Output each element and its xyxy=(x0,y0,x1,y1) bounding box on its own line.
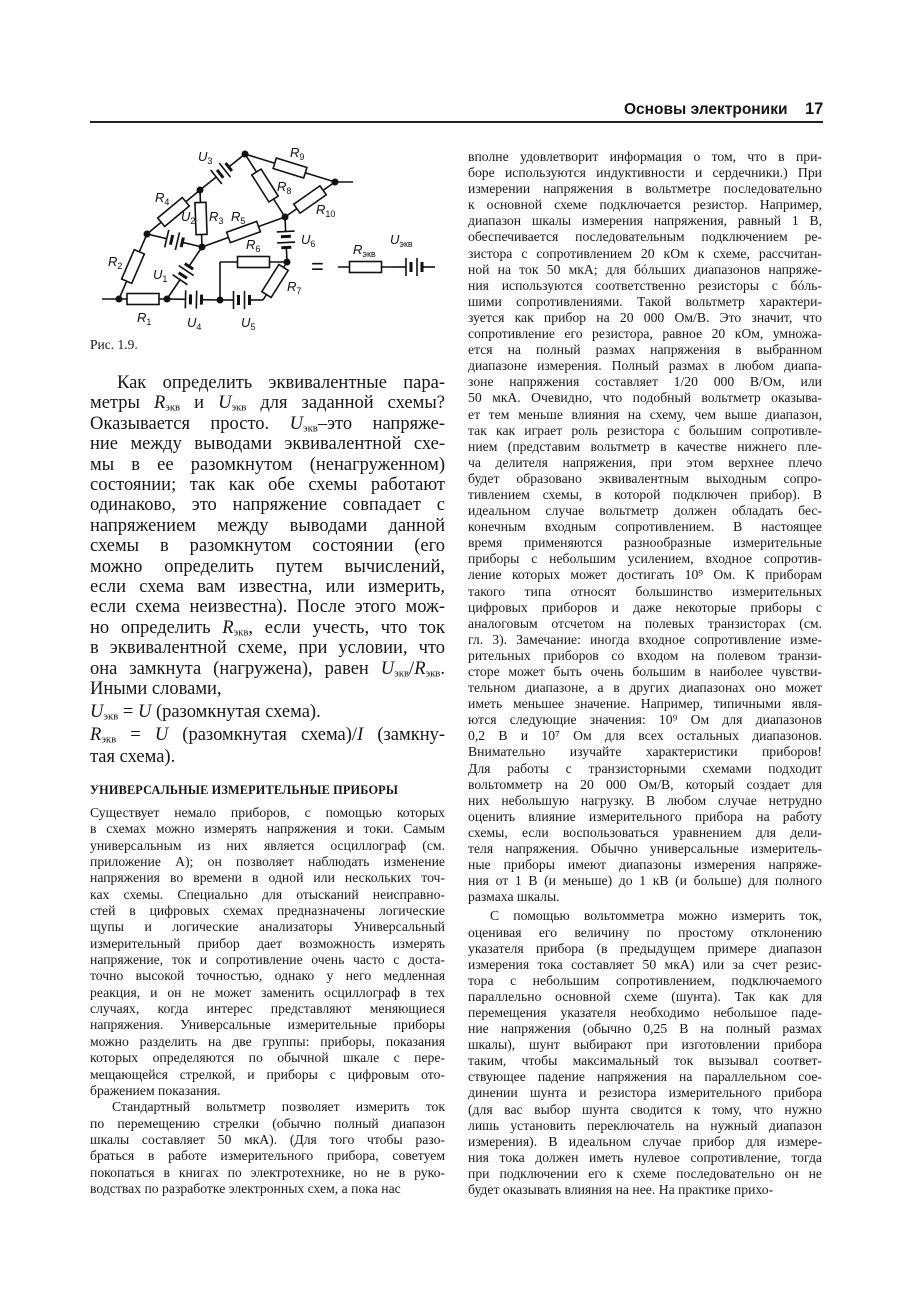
label-U6: $U_6$ xyxy=(301,232,316,249)
text-line: Внимательно изучайте характеристики приборов! xyxy=(468,744,822,760)
text-line: лишь установить переключатель на нужный диапазон xyxy=(468,1117,822,1133)
text-line: указателя прибора (в предыдущем примере диапазон xyxy=(468,940,822,956)
text-line: тая схема). xyxy=(90,747,176,767)
battery-plate xyxy=(175,232,179,250)
text-line: одинаково, это напряжение совпадает с xyxy=(90,495,445,516)
text-line: можно разделить на две группы: приборы, показания xyxy=(90,1033,445,1049)
text-line: измерении напряжения в вольтметре последовательно xyxy=(468,181,822,197)
text-line: напряжение, ток и сопротивление очень часто с доста- xyxy=(90,952,445,968)
junction-node xyxy=(284,259,291,266)
text-line: ния тока должен иметь нулевое сопротивление, тогда xyxy=(468,1149,822,1165)
variable-subscript: экв xyxy=(394,667,410,680)
text-line: тора с небольшим сопротивлением, подключаемого xyxy=(468,972,822,988)
text-line: реакция, и он не может заменить осциллограф в тех xyxy=(90,984,445,1000)
text-line: вполне удовлетворит информация о том, что в при- xyxy=(468,149,822,164)
text-line: ет тем меньше влияния на схему, чем выше диапазон, xyxy=(468,406,822,422)
text-line: Оказывается просто. $U_{экв}$–это напряже- xyxy=(90,413,446,435)
junction-node xyxy=(242,151,249,158)
text-line: шими сопротивлениями. Такой вольтметр характери- xyxy=(468,293,822,309)
battery-plate xyxy=(277,231,295,232)
paragraph xyxy=(90,724,445,769)
battery-plate xyxy=(181,237,183,247)
variable-symbol: R xyxy=(414,658,426,679)
text-line: к основной схеме подключается резистор. Например, xyxy=(468,197,822,213)
text-line: мещающейся стрелкой, и приборы с цифровым ото- xyxy=(90,1066,445,1082)
text-line: рительных приборов со входом на полевом транзи- xyxy=(468,647,822,663)
text-line: в эквивалентной схеме, при условии, что xyxy=(90,638,445,659)
junction-node xyxy=(144,231,151,238)
variable-symbol: U xyxy=(137,702,152,722)
text-line: оценивая его величину по простому отклонению xyxy=(468,924,822,940)
label-U5: $U_5$ xyxy=(241,315,256,332)
text-line: 0,2 В и 10⁷ Ом для всех остальных диапазонов. xyxy=(468,728,822,744)
text-line: диапазон шкалы измерения напряжения, равный 1 В, xyxy=(468,213,822,229)
text-line: состоянии; так как обе схемы работают xyxy=(90,475,445,496)
text-line: Стандартный вольтметр позволяет измерить ток xyxy=(112,1099,445,1115)
text-line: сопротивление его резистора, равное 20 кОм, умножа- xyxy=(468,326,822,342)
text-line: Для работы с транзисторными схемами подходит xyxy=(468,760,822,776)
text-line: приложение А); он позволяет наблюдать изменение xyxy=(90,854,445,870)
label-U1: $U_1$ xyxy=(153,267,168,284)
equals-sign: = xyxy=(311,254,324,279)
battery-plate xyxy=(217,170,223,178)
text-line: ние напряжения (обычно 0,25 В на полный размах xyxy=(468,1021,822,1037)
variable-subscript: экв xyxy=(233,626,249,639)
text-line: которых определяются по обычной шкале с пере- xyxy=(90,1050,445,1066)
page-number: 17 xyxy=(805,100,824,118)
text-line: водствах по разработке электронных схем, а пока нас xyxy=(90,1180,401,1196)
text-line: случаях, когда интерес представляют меняющиеся xyxy=(90,1001,445,1017)
junction-node xyxy=(282,214,289,221)
text-line: цифровых приборов и даже некоторые приборы с xyxy=(468,599,822,615)
label-R6: $R_6$ xyxy=(246,237,261,254)
text-line: приборы с небольшим усилением, входное сопротив- xyxy=(468,551,822,567)
section-heading: УНИВЕРСАЛЬНЫЕ ИЗМЕРИТЕЛЬНЫЕ ПРИБОРЫ xyxy=(90,783,399,797)
paragraph xyxy=(90,1099,445,1197)
text-line: мы в ее разомкнутом (ненагруженном) xyxy=(90,454,445,475)
label-U3: $U_3$ xyxy=(198,149,213,166)
text-line: зуется как прибор на 20 000 Ом/В. Это значит, что xyxy=(468,309,822,325)
resistor-symbol xyxy=(238,257,270,268)
text-line: будет оказывать влияния на нее. На практике прихо- xyxy=(468,1182,774,1197)
text-line: аналоговым отсчетом на полевых транзисторах (см. xyxy=(468,615,822,631)
variable-subscript: экв xyxy=(302,422,318,435)
text-line: шкалы), шунт выбирают при изготовлении прибора xyxy=(468,1037,822,1053)
text-line: будет образовано эквивалентным выходным сопро- xyxy=(468,470,822,486)
resistor-symbol xyxy=(122,250,145,284)
text-line: них небольшую нагрузку. В любом случае нетрудно xyxy=(468,792,822,808)
text-line: $U_{экв} = U$ (разомкнутая схема). xyxy=(90,702,321,723)
text-line: иметь меньшее значение. Например, типичными явля- xyxy=(468,696,822,712)
text-line: С помощью вольтомметра можно измерить ток, xyxy=(490,908,822,924)
variable-symbol: U xyxy=(90,702,104,722)
text-line: ча делителя напряжения, при этом верхнее плечо xyxy=(468,454,822,470)
equivalent-formulas xyxy=(90,701,445,769)
text-line: ются следующие значения: 10⁹ Ом для диапазонов xyxy=(468,712,822,728)
text-line: перемещения указателя необходимо небольшое паде- xyxy=(468,1004,822,1020)
right-column-body xyxy=(468,149,822,1198)
text-line: обеспечивается последовательным подключением ре- xyxy=(468,229,822,245)
figure-caption: Рис. 1.9. xyxy=(90,337,138,352)
text-line: измерения тока составляет 50 мкА) или за счет резис- xyxy=(468,956,822,972)
variable-symbol: R xyxy=(90,724,102,745)
text-line: стей в цифровых схемах предназначены логические xyxy=(90,903,445,919)
paragraph xyxy=(90,373,445,700)
wire xyxy=(167,280,180,299)
text-line: по перемещению стрелки (обычно полный диапазон xyxy=(90,1115,445,1131)
text-line: конечным входным сопротивлением. В настоящее xyxy=(468,519,822,535)
variable-subscript: экв xyxy=(103,710,119,723)
text-line: но определить $R_{экв}$, если учесть, что ток xyxy=(90,617,445,639)
text-line: ствующее падение напряжения на параллельном сое- xyxy=(468,1069,822,1085)
text-line: ление которых может достигать 10⁹ Ом. К приборам xyxy=(468,567,822,583)
label-R10: $R_{10}$ xyxy=(316,202,336,219)
battery-plate xyxy=(185,264,193,270)
label-R1: $R_1$ xyxy=(137,310,152,327)
resistor-symbol xyxy=(127,294,159,305)
variable-subscript: экв xyxy=(425,667,441,680)
label-U2: $U_2$ xyxy=(181,209,196,226)
text-line: такого типа относят большинство измерительных xyxy=(468,583,822,599)
variable-symbol: U xyxy=(154,724,169,745)
text-line: тельном диапазоне, а в других диапазонах оно может xyxy=(468,680,822,696)
text-line: измерения). В идеальном случае прибор для измере- xyxy=(468,1133,822,1149)
text-line: напряжения. Универсальные измерительные приборы xyxy=(90,1017,445,1033)
junction-node xyxy=(116,296,123,303)
label-R8: $R_8$ xyxy=(277,179,292,196)
text-line: так как играет роль резистора с большим сопротивле- xyxy=(468,422,822,438)
text-line: вольтомметр на 20 000 Ом/В, который создает для xyxy=(468,776,822,792)
intro-paragraph xyxy=(90,373,445,700)
text-line: Существует немало приборов, с помощью которых xyxy=(90,805,445,820)
text-line: нием (представим вольтметр в качестве нижнего пле- xyxy=(468,438,822,454)
text-line: метры $R_{экв}$ и $U_{экв}$ для заданной схемы? xyxy=(90,393,445,415)
paragraph xyxy=(90,805,445,1099)
text-line: шкалы составляет 50 мкА). (Для того чтобы разо- xyxy=(90,1131,445,1147)
junction-node xyxy=(164,296,171,303)
variable-subscript: экв xyxy=(165,402,181,415)
text-line: можно определить путем вычислений, xyxy=(90,556,445,577)
text-line: ной на ток 50 мкА; для бóльших диапазонов напряже- xyxy=(468,261,822,277)
text-line: браться в работе измерительного прибора, советуем xyxy=(90,1148,445,1164)
battery-plate xyxy=(179,273,187,279)
text-line: напряжения во времени в одной или нескольких точ- xyxy=(90,870,445,886)
text-line: Иными словами, xyxy=(90,679,222,700)
junction-node xyxy=(199,244,206,251)
text-line: щупы и логические анализаторы Универсальный xyxy=(90,919,445,935)
text-line: если схема вам известна, или измерить, xyxy=(90,577,445,598)
running-header-title: Основы электроники xyxy=(624,101,788,118)
text-line: таким, чтобы максимальный ток вызывал соответ- xyxy=(468,1053,822,1069)
junction-node xyxy=(197,187,204,194)
resistor-symbol xyxy=(195,202,207,234)
battery-plate xyxy=(170,235,172,245)
variable-subscript: экв xyxy=(101,733,117,746)
junction-node xyxy=(332,179,339,186)
text-line: если схема неизвестна). После этого мож- xyxy=(90,597,445,618)
resistor-symbol xyxy=(350,262,382,273)
text-line: бражением показания. xyxy=(90,1082,221,1098)
variable-subscript: экв xyxy=(231,402,247,415)
text-line: универсальным из них является осциллограф (см. xyxy=(90,837,445,853)
text-line: она замкнута (нагружена), равен $U_{экв}/R_{экв}$. xyxy=(90,658,445,680)
text-line: оценить влияние измерительного прибора на работу xyxy=(468,808,822,824)
text-line: зоне напряжения составляет 1/20 000 В/Ом, или xyxy=(468,374,822,390)
label-R3: $R_3$ xyxy=(209,209,224,226)
text-line: ние между выводами эквивалентной схе- xyxy=(90,434,445,455)
text-line: сторе может быть очень большим в наиболее чувстви- xyxy=(468,664,822,679)
label-R5: $R_5$ xyxy=(231,209,246,226)
text-line: параллельно основной схеме (шунта). Так как для xyxy=(468,988,822,1004)
text-line: схемы, если воспользоваться уравнением для дели- xyxy=(468,824,822,840)
text-line: идеальном случае вольтметр должен обладать бес- xyxy=(468,503,822,519)
label-R2: $R_2$ xyxy=(108,254,123,271)
text-line: боре используются индуктивности и сердечники.) При xyxy=(468,165,822,181)
text-line: зистора с сопротивлением 20 кОм к схеме, рассчитан- xyxy=(468,245,822,261)
text-line: в схемах можно измерять напряжения и токи. Самым xyxy=(90,821,445,837)
resistor-symbol xyxy=(252,169,278,202)
text-line: ные приборы имеют диапазоны измерения напряже- xyxy=(468,857,822,873)
left-column-body xyxy=(90,805,445,1197)
label-U-equivalent: $U_{экв}$ xyxy=(390,232,413,249)
text-line: $R_{экв} = U$ (разомкнутая схема)/I (замкну- xyxy=(90,724,446,746)
resistor-symbol xyxy=(262,265,288,298)
text-line: ния используются соответственно резисторы с бóль- xyxy=(468,277,822,293)
text-line: диапазоне измерения. Полный размах в любом диапа- xyxy=(468,358,822,374)
text-line: измерительный прибор дает возможность измерять xyxy=(90,935,445,951)
text-line: время применяются разнообразные измерительные xyxy=(468,535,822,551)
text-line: покопаться в книгах по электротехнике, но не в руко- xyxy=(90,1164,445,1180)
variable-symbol: I xyxy=(357,724,364,745)
text-line: размаха шкалы. xyxy=(468,889,560,905)
text-line: (для вас выбор шунта сводится к тому, что нужно xyxy=(468,1101,822,1117)
text-line: схемы в разомкнутом состоянии (его xyxy=(90,536,445,557)
label-R9: $R_9$ xyxy=(290,145,305,162)
label-R-equivalent: $R_{экв}$ xyxy=(353,242,376,259)
text-line: гл. 3). Замечание: иногда входное сопротивление изме- xyxy=(468,631,822,647)
label-U4: $U_4$ xyxy=(187,315,202,332)
text-line: ках схемы. Специально для отысканий неисправно- xyxy=(90,886,445,902)
text-line: при подключении его к схеме последовательно он не xyxy=(468,1165,822,1181)
text-line: точно высокой точностью, однако у него медленная xyxy=(90,968,445,984)
battery-plate xyxy=(277,242,295,243)
label-R7: $R_7$ xyxy=(287,279,302,296)
paragraph xyxy=(468,149,822,905)
junction-node xyxy=(217,297,224,304)
paragraph xyxy=(90,701,445,724)
wire xyxy=(189,247,202,266)
variable-symbol: R xyxy=(153,393,166,414)
text-line: теля напряжения. Обычно универсальные измеритель- xyxy=(468,841,822,857)
text-line: тивлением схемы, в которой подключен прибор). В xyxy=(468,486,822,502)
variable-symbol: U xyxy=(218,393,232,414)
text-line: ется на полный размах напряжения в выбранном xyxy=(468,342,822,358)
text-line: напряжением между выводами данной xyxy=(90,515,445,536)
text-line: динении шунта и резистора измерительного прибора xyxy=(468,1085,822,1101)
variable-symbol: R xyxy=(222,617,234,638)
text-line: ния от 1 В (и меньше) до 1 кВ (и больше) для полного xyxy=(468,873,822,889)
text-line: Как определить эквивалентные пара- xyxy=(117,373,445,393)
text-line: 50 мкА. Очевидно, что подобный вольтметр оказыва- xyxy=(468,390,822,406)
variable-symbol: U xyxy=(289,413,303,434)
paragraph xyxy=(468,908,822,1198)
label-R4: $R_4$ xyxy=(155,190,170,207)
variable-symbol: U xyxy=(380,658,395,679)
